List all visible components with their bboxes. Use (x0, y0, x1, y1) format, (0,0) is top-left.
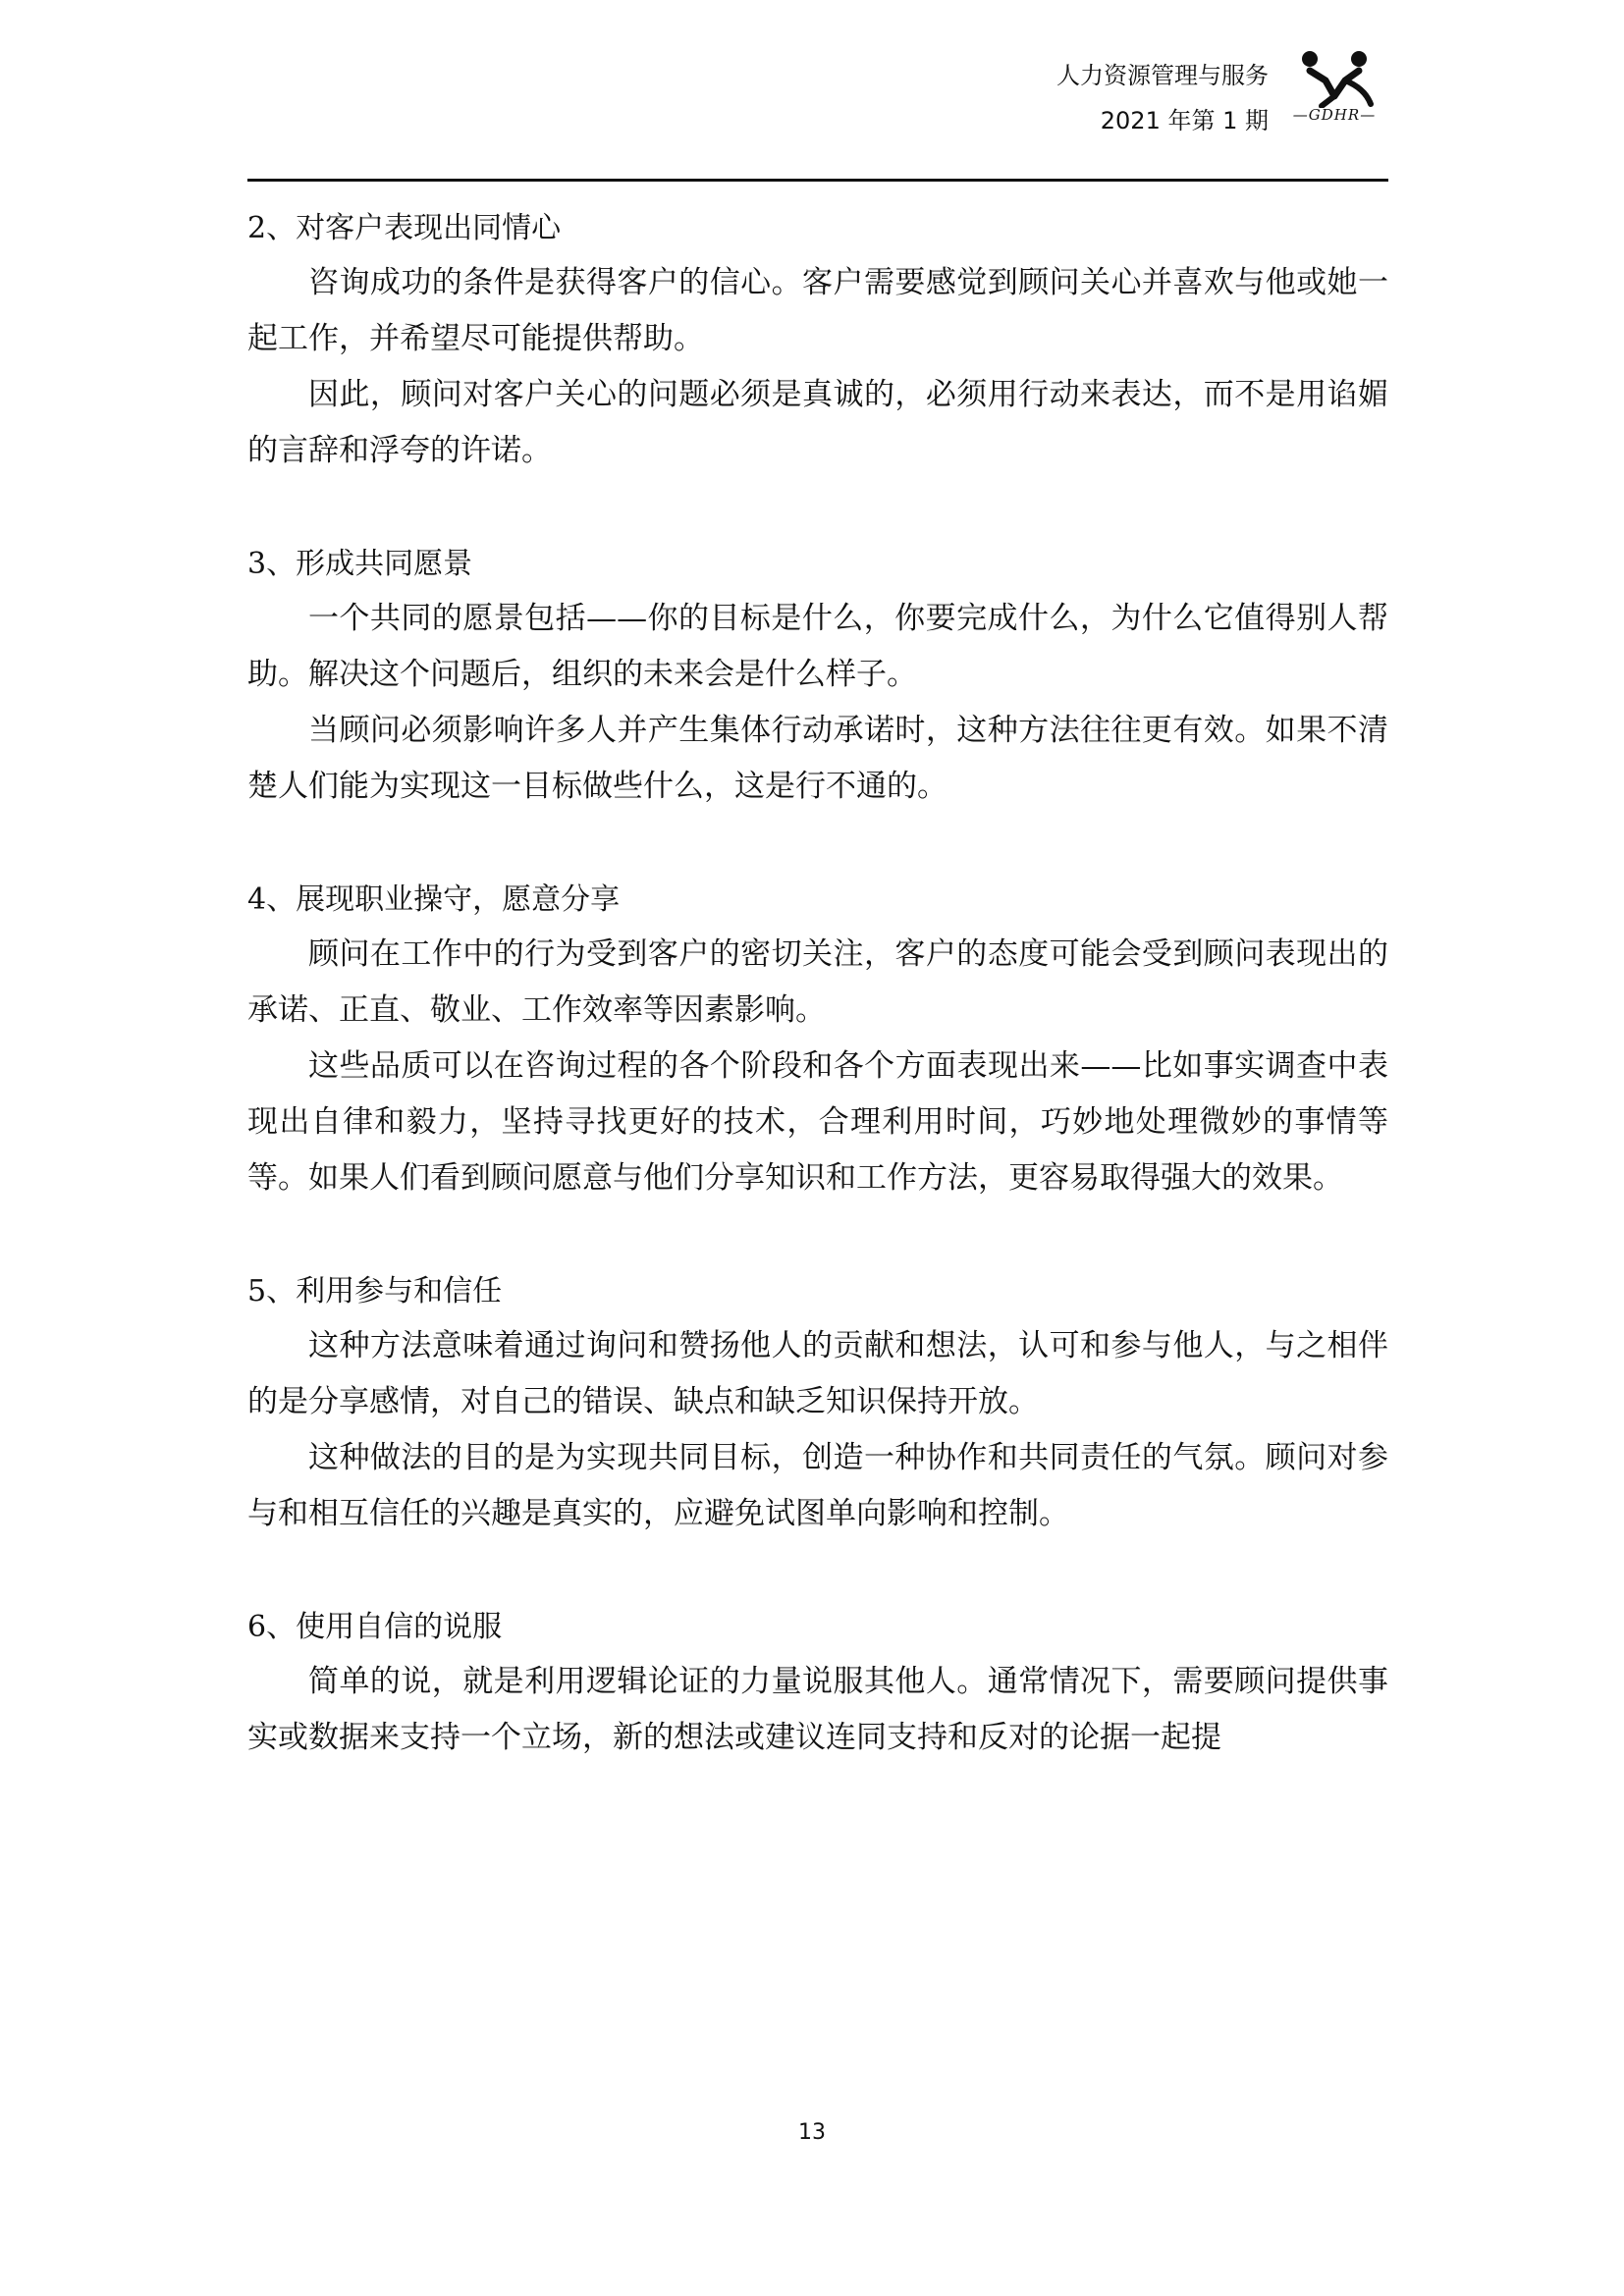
logo-wordmark: —GDHR— (1292, 106, 1377, 124)
section (247, 202, 1388, 479)
section-heading: 3、形成共同愿景 (247, 547, 473, 581)
header-divider (247, 179, 1388, 182)
section (247, 1265, 1388, 1542)
issue-label: 2021 年第 1 期 (1100, 107, 1269, 134)
paragraph: 当顾问必须影响许多人并产生集体行动承诺时，这种方法往往更有效。如果不清楚人们能为实现这一目标做些什么，这是行不通的。 (247, 713, 1388, 804)
paragraph: 咨询成功的条件是获得客户的信心。客户需要感觉到顾问关心并喜欢与他或她一起工作，并希望尽可能提供帮助。 (247, 265, 1388, 356)
page-header (247, 47, 1388, 175)
paragraph: 一个共同的愿景包括——你的目标是什么，你要完成什么，为什么它值得别人帮助。解决这个问题后，组织的未来会是什么样子。 (247, 601, 1388, 692)
section-heading: 5、利用参与和信任 (247, 1274, 503, 1308)
gdhr-logo (1280, 47, 1388, 135)
journal-title: 人力资源管理与服务 (1056, 62, 1269, 89)
article-body (247, 202, 1388, 1825)
section (247, 538, 1388, 815)
paragraph: 简单的说，就是利用逻辑论证的力量说服其他人。通常情况下，需要顾问提供事实或数据来支持一个立场，新的想法或建议连同支持和反对的论据一起提 (247, 1664, 1388, 1755)
page-number: 13 (798, 2120, 826, 2145)
section (247, 874, 1388, 1206)
section-heading: 2、对客户表现出同情心 (247, 211, 562, 245)
paragraph: 这种做法的目的是为实现共同目标，创造一种协作和共同责任的气氛。顾问对参与和相互信任的兴趣是真实的，应避免试图单向影响和控制。 (247, 1440, 1388, 1531)
section (247, 1601, 1388, 1766)
section-heading: 4、展现职业操守，愿意分享 (247, 882, 621, 917)
paragraph: 这些品质可以在咨询过程的各个阶段和各个方面表现出来——比如事实调查中表现出自律和毅力，坚持寻找更好的技术，合理利用时间，巧妙地处理微妙的事情等等。如果人们看到顾问愿意与他们分享知识和工作方法，更容易取得强大的效果。 (247, 1048, 1388, 1196)
paragraph: 顾问在工作中的行为受到客户的密切关注，客户的态度可能会受到顾问表现出的承诺、正直、敬业、工作效率等因素影响。 (247, 936, 1388, 1028)
section-heading: 6、使用自信的说服 (247, 1610, 503, 1644)
paragraph: 因此，顾问对客户关心的问题必须是真诚的，必须用行动来表达，而不是用谄媚的言辞和浮夸的许诺。 (247, 377, 1388, 468)
paragraph: 这种方法意味着通过询问和赞扬他人的贡献和想法，认可和参与他人，与之相伴的是分享感情，对自己的错误、缺点和缺乏知识保持开放。 (247, 1328, 1388, 1419)
header-text (1056, 53, 1269, 143)
gdhr-logo-icon (1280, 47, 1388, 108)
